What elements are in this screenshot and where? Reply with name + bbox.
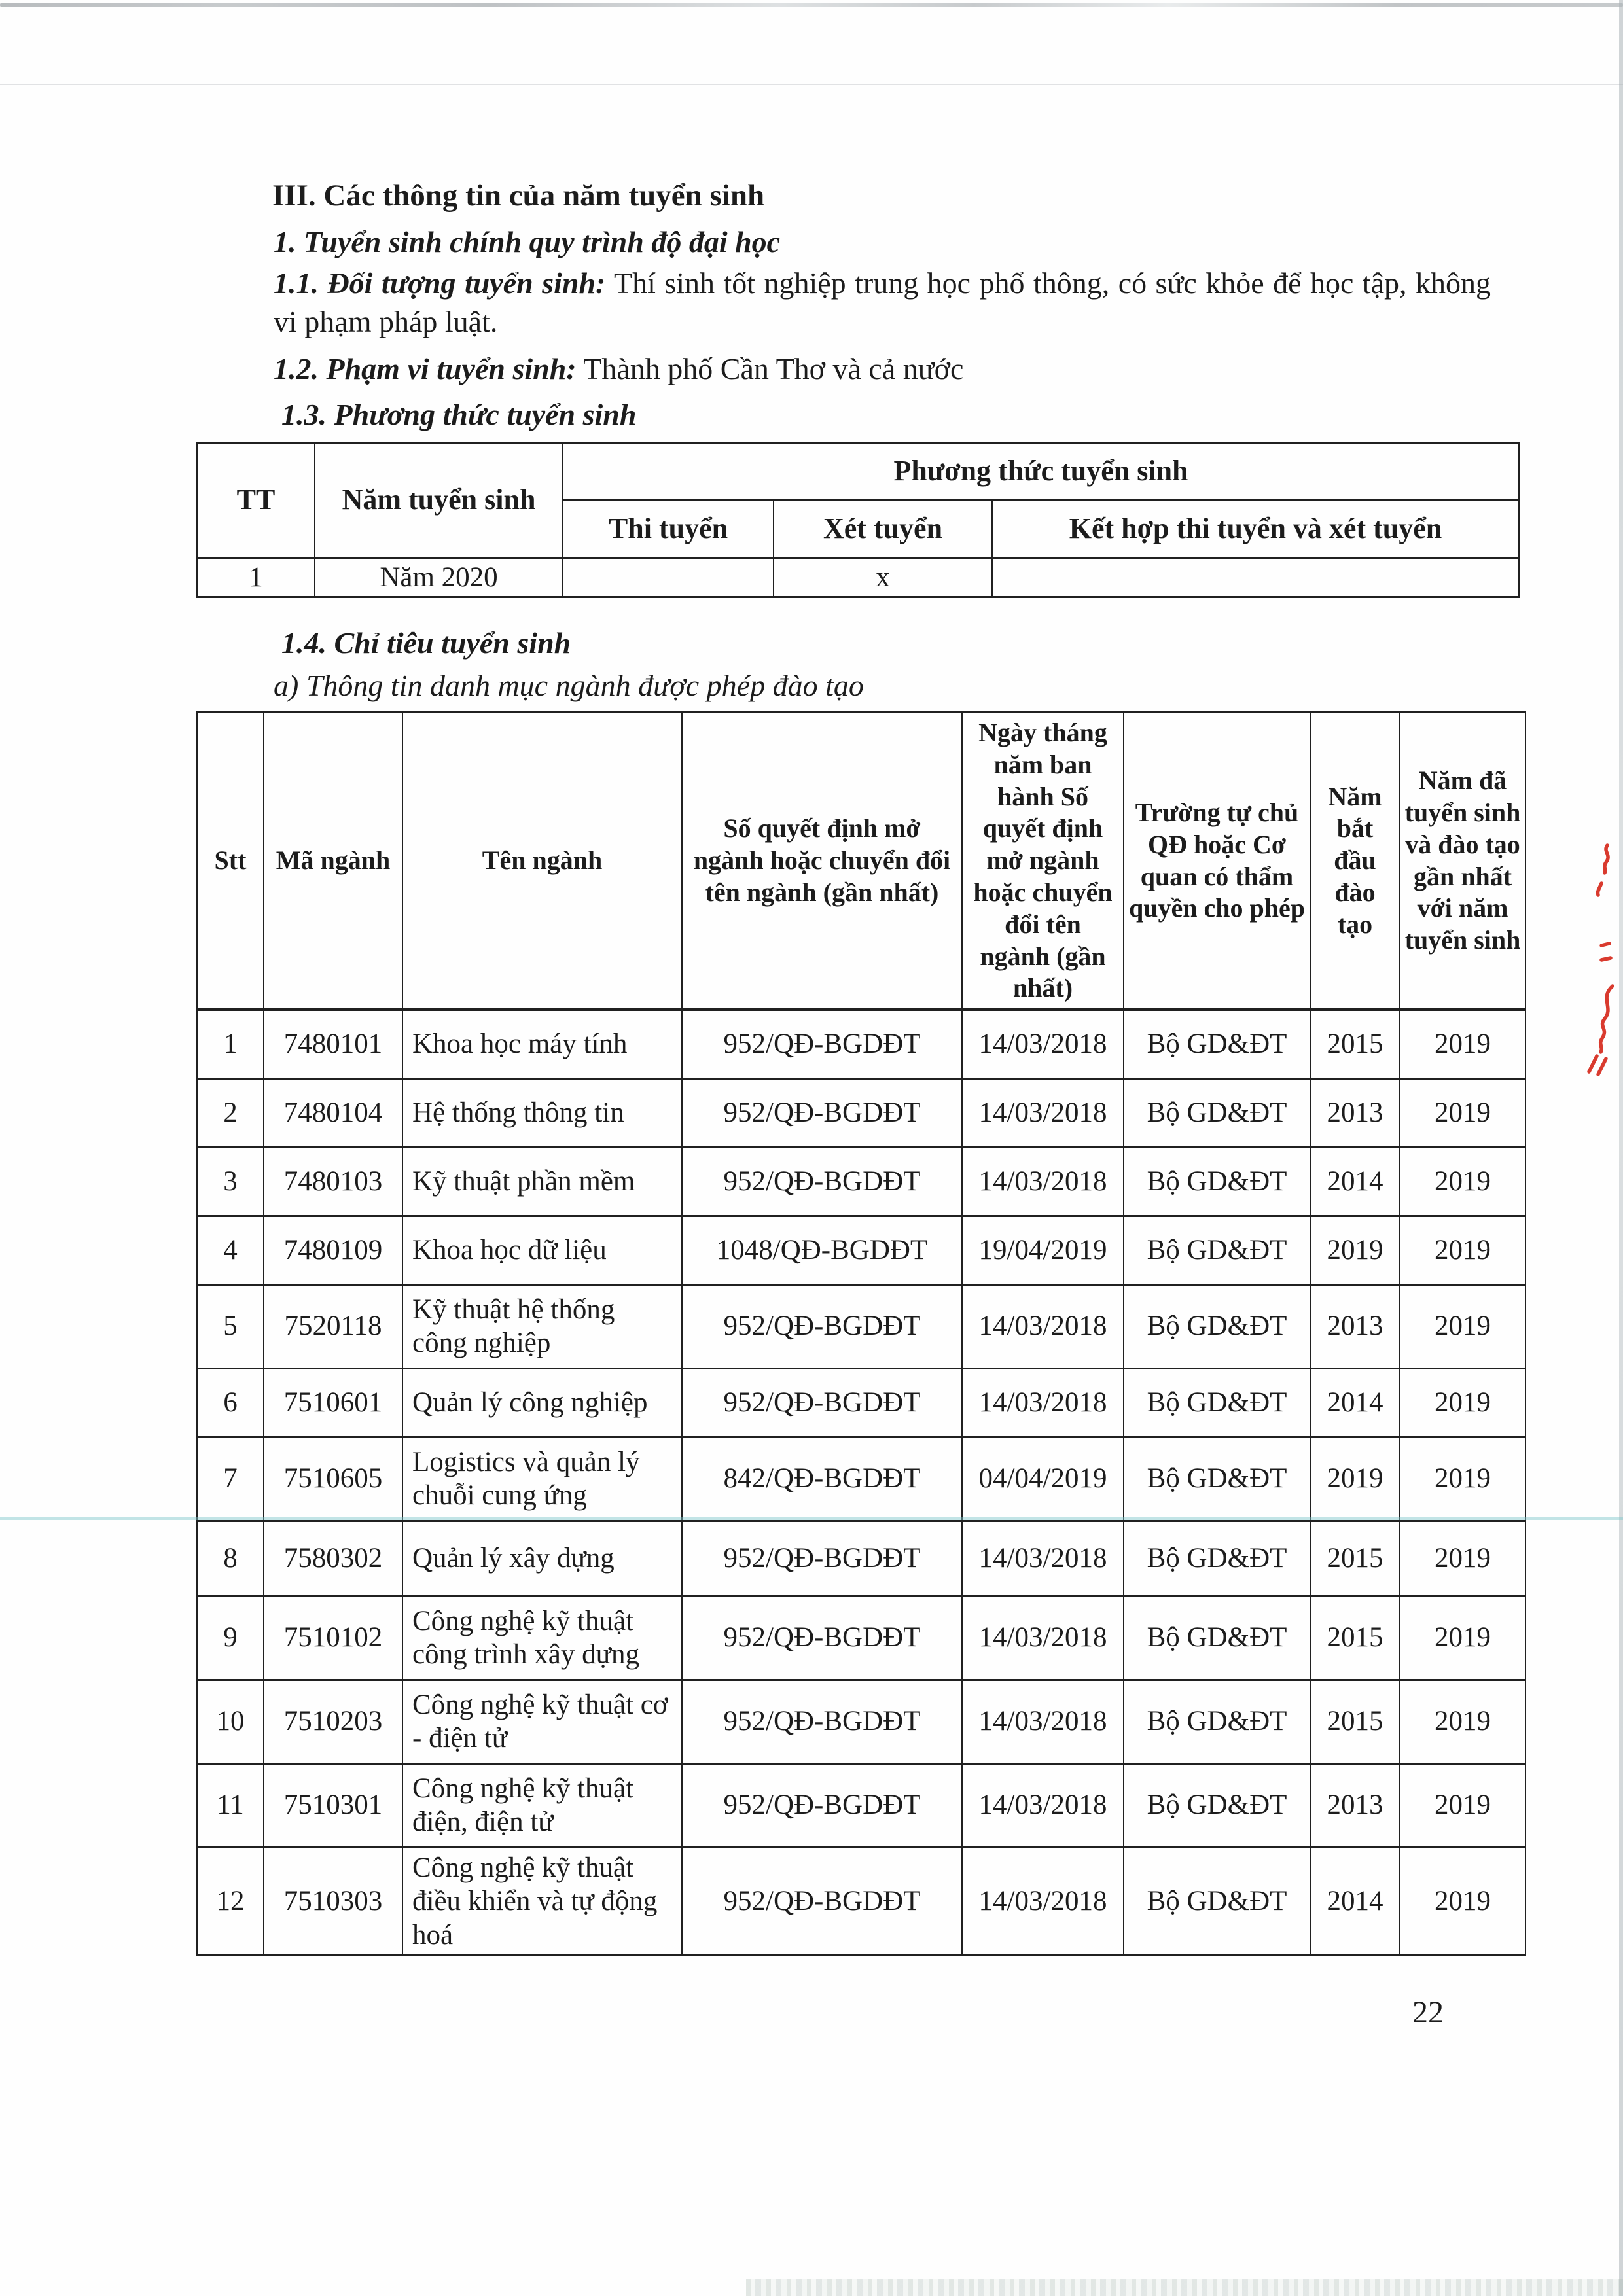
majors-table-body	[197, 1010, 1525, 1956]
t2-header-ngay-ban-hanh: Ngày tháng năm ban hành Số quyết định mở ngành hoặc chuyển đổi tên ngành (gần nhất)	[962, 712, 1124, 1010]
majors-table	[196, 711, 1526, 1956]
table-cell: 2014	[1310, 1147, 1400, 1216]
t2-header-so-quyet-dinh: Số quyết định mở ngành hoặc chuyển đổi tên ngành (gần nhất)	[682, 712, 962, 1010]
t1-cell-kethop	[992, 557, 1519, 597]
table-cell: 2019	[1400, 1368, 1525, 1437]
table-cell: 952/QĐ-BGDĐT	[682, 1680, 962, 1763]
table-cell: 2019	[1400, 1521, 1525, 1596]
table-row	[197, 1284, 1525, 1368]
table-cell: 6	[197, 1368, 264, 1437]
table-row	[197, 557, 1519, 597]
table-cell: 7510303	[264, 1847, 402, 1956]
table-cell: 952/QĐ-BGDĐT	[682, 1763, 962, 1847]
t1-cell-thi	[563, 557, 774, 597]
table-cell: 7480103	[264, 1147, 402, 1216]
table-cell: Khoa học dữ liệu	[402, 1216, 682, 1284]
table-cell: Quản lý công nghiệp	[402, 1368, 682, 1437]
t1-header-kethop: Kết hợp thi tuyển và xét tuyển	[992, 500, 1519, 557]
table-row	[197, 1147, 1525, 1216]
table-cell: 2019	[1400, 1596, 1525, 1680]
section-heading: III. Các thông tin của năm tuyển sinh	[272, 179, 765, 213]
scan-fold-line-artifact	[0, 84, 1623, 85]
table-cell: Công nghệ kỹ thuật cơ - điện tử	[402, 1680, 682, 1763]
paragraph-1-1	[274, 264, 1491, 341]
label-doi-tuong: 1.1. Đối tượng tuyển sinh:	[274, 266, 606, 300]
table-cell: 7510601	[264, 1368, 402, 1437]
table-cell: 2019	[1400, 1763, 1525, 1847]
table-cell: 14/03/2018	[962, 1847, 1124, 1956]
table-cell: Bộ GD&ĐT	[1124, 1216, 1310, 1284]
label-pham-vi: 1.2. Phạm vi tuyển sinh:	[274, 352, 577, 386]
majors-table-wrapper	[196, 711, 1525, 1956]
table-cell: 11	[197, 1763, 264, 1847]
scan-right-edge-artifact	[1619, 0, 1623, 2296]
table-cell: Bộ GD&ĐT	[1124, 1763, 1310, 1847]
table-cell: 2013	[1310, 1078, 1400, 1147]
table-header-row	[197, 442, 1519, 500]
table-cell: 14/03/2018	[962, 1284, 1124, 1368]
table-row	[197, 1010, 1525, 1078]
table-cell: 2019	[1400, 1078, 1525, 1147]
text-pham-vi: Thành phố Cần Thơ và cả nước	[583, 352, 964, 386]
table-cell: 7580302	[264, 1521, 402, 1596]
table-cell: Công nghệ kỹ thuật điện, điện tử	[402, 1763, 682, 1847]
table-cell: Bộ GD&ĐT	[1124, 1368, 1310, 1437]
table-cell: 2019	[1310, 1437, 1400, 1521]
table-cell: Bộ GD&ĐT	[1124, 1680, 1310, 1763]
table-cell: 952/QĐ-BGDĐT	[682, 1284, 962, 1368]
table-cell: 952/QĐ-BGDĐT	[682, 1847, 962, 1956]
table-cell: 7510605	[264, 1437, 402, 1521]
table-cell: 842/QĐ-BGDĐT	[682, 1437, 962, 1521]
table-cell: 19/04/2019	[962, 1216, 1124, 1284]
t1-cell-tt: 1	[197, 557, 315, 597]
table-cell: 2019	[1400, 1147, 1525, 1216]
table-cell: 2019	[1400, 1847, 1525, 1956]
table-cell: Bộ GD&ĐT	[1124, 1147, 1310, 1216]
table-cell: 10	[197, 1680, 264, 1763]
table-cell: 8	[197, 1521, 264, 1596]
table-cell: Bộ GD&ĐT	[1124, 1847, 1310, 1956]
t1-cell-xet: x	[774, 557, 992, 597]
table-row	[197, 1216, 1525, 1284]
t1-header-thi: Thi tuyển	[563, 500, 774, 557]
table-cell: Bộ GD&ĐT	[1124, 1284, 1310, 1368]
table-cell: 7	[197, 1437, 264, 1521]
table-cell: Công nghệ kỹ thuật công trình xây dựng	[402, 1596, 682, 1680]
table-cell: 7510301	[264, 1763, 402, 1847]
table-cell: Bộ GD&ĐT	[1124, 1596, 1310, 1680]
table-row	[197, 1680, 1525, 1763]
page-number: 22	[1412, 1995, 1444, 2030]
table-row	[197, 1521, 1525, 1596]
table-cell: 952/QĐ-BGDĐT	[682, 1010, 962, 1078]
table-cell: 12	[197, 1847, 264, 1956]
table-cell: Khoa học máy tính	[402, 1010, 682, 1078]
table-cell: 2019	[1400, 1216, 1525, 1284]
table-cell: 14/03/2018	[962, 1010, 1124, 1078]
table-cell: 2019	[1400, 1680, 1525, 1763]
table-cell: Bộ GD&ĐT	[1124, 1521, 1310, 1596]
table-cell: 14/03/2018	[962, 1368, 1124, 1437]
table-cell: 2019	[1400, 1437, 1525, 1521]
t2-header-ma-nganh: Mã ngành	[264, 712, 402, 1010]
t1-cell-nam: Năm 2020	[315, 557, 563, 597]
table-cell: 952/QĐ-BGDĐT	[682, 1368, 962, 1437]
table-cell: 2015	[1310, 1680, 1400, 1763]
admission-method-table	[196, 442, 1520, 598]
red-pen-marks	[1581, 839, 1622, 1107]
table-cell: 14/03/2018	[962, 1680, 1124, 1763]
table-cell: 952/QĐ-BGDĐT	[682, 1521, 962, 1596]
table-cell: Bộ GD&ĐT	[1124, 1010, 1310, 1078]
table-cell: 14/03/2018	[962, 1521, 1124, 1596]
table-cell: 14/03/2018	[962, 1147, 1124, 1216]
table-cell: Bộ GD&ĐT	[1124, 1437, 1310, 1521]
table-cell: 952/QĐ-BGDĐT	[682, 1147, 962, 1216]
table-cell: 2019	[1400, 1010, 1525, 1078]
table-cell: 14/03/2018	[962, 1763, 1124, 1847]
subsection-heading-1-4: 1.4. Chỉ tiêu tuyển sinh	[281, 626, 571, 660]
table-row	[197, 1078, 1525, 1147]
t2-header-ten-nganh: Tên ngành	[402, 712, 682, 1010]
subsection-heading-1: 1. Tuyển sinh chính quy trình độ đại học	[274, 224, 781, 258]
table-cell: 2019	[1310, 1216, 1400, 1284]
table-header-row	[197, 712, 1525, 1010]
table-cell: 7510203	[264, 1680, 402, 1763]
table-cell: Logistics và quản lý chuỗi cung ứng	[402, 1437, 682, 1521]
table-cell: Bộ GD&ĐT	[1124, 1078, 1310, 1147]
table-cell: 1048/QĐ-BGDĐT	[682, 1216, 962, 1284]
table-cell: Hệ thống thông tin	[402, 1078, 682, 1147]
table-cell: 952/QĐ-BGDĐT	[682, 1078, 962, 1147]
table-cell: 952/QĐ-BGDĐT	[682, 1596, 962, 1680]
t1-header-tt: TT	[197, 442, 315, 557]
paragraph-1-2	[274, 350, 1517, 388]
table-cell: 7510102	[264, 1596, 402, 1680]
table-cell: Kỹ thuật phần mềm	[402, 1147, 682, 1216]
table-cell: 2014	[1310, 1368, 1400, 1437]
table-row	[197, 1437, 1525, 1521]
t1-header-group: Phương thức tuyển sinh	[563, 442, 1519, 500]
t1-header-xet: Xét tuyển	[774, 500, 992, 557]
table-cell: 7480104	[264, 1078, 402, 1147]
table-cell: 2015	[1310, 1521, 1400, 1596]
table-row	[197, 1368, 1525, 1437]
text-doi-tuong: Thí sinh tốt nghiệp trung học phổ thông, có sức khỏe để học tập, không vi phạm pháp luật.	[274, 266, 1491, 338]
table-cell: 7480101	[264, 1010, 402, 1078]
table-cell: 2015	[1310, 1596, 1400, 1680]
table-cell: 5	[197, 1284, 264, 1368]
table-row	[197, 1763, 1525, 1847]
t2-header-stt: Stt	[197, 712, 264, 1010]
scan-bottom-noise-artifact	[746, 2279, 1623, 2296]
table-cell: 4	[197, 1216, 264, 1284]
table-cell: 14/03/2018	[962, 1078, 1124, 1147]
table-cell: Công nghệ kỹ thuật điều khiển và tự động hoá	[402, 1847, 682, 1956]
table-cell: 2014	[1310, 1847, 1400, 1956]
table-cell: Quản lý xây dựng	[402, 1521, 682, 1596]
t2-header-nam-bat-dau: Năm bắt đầu đào tạo	[1310, 712, 1400, 1010]
t2-header-nam-da-tuyen: Năm đã tuyển sinh và đào tạo gần nhất với năm tuyển sinh	[1400, 712, 1525, 1010]
table-cell: Kỹ thuật hệ thống công nghiệp	[402, 1284, 682, 1368]
table-cell: 2013	[1310, 1763, 1400, 1847]
t1-header-nam: Năm tuyển sinh	[315, 442, 563, 557]
table-cell: 7480109	[264, 1216, 402, 1284]
table-row	[197, 1847, 1525, 1956]
table-cell: 3	[197, 1147, 264, 1216]
subsection-heading-1-3: 1.3. Phương thức tuyển sinh	[281, 398, 637, 432]
table-cell: 7520118	[264, 1284, 402, 1368]
table-cell: 14/03/2018	[962, 1596, 1124, 1680]
table-cell: 9	[197, 1596, 264, 1680]
scan-top-edge-artifact	[0, 3, 1623, 7]
table-cell: 2015	[1310, 1010, 1400, 1078]
table-row	[197, 1596, 1525, 1680]
table-cell: 04/04/2019	[962, 1437, 1124, 1521]
table-cell: 1	[197, 1010, 264, 1078]
table-cell: 2	[197, 1078, 264, 1147]
t2-header-co-quan: Trường tự chủ QĐ hoặc Cơ quan có thẩm quyền cho phép	[1124, 712, 1310, 1010]
table-cell: 2013	[1310, 1284, 1400, 1368]
table-cell: 2019	[1400, 1284, 1525, 1368]
subsection-heading-a: a) Thông tin danh mục ngành được phép đào tạo	[274, 669, 864, 703]
